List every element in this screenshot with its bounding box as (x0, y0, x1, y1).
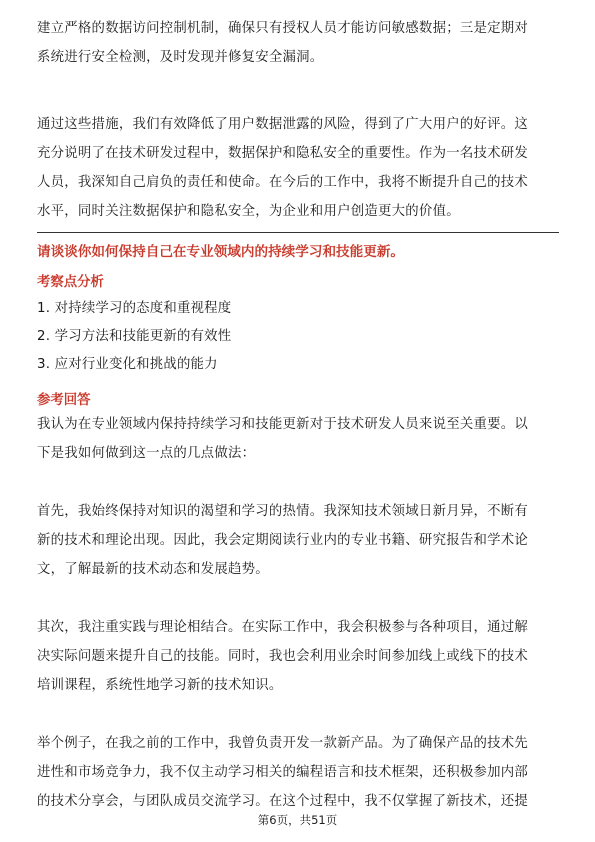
text-line: 水平，同时关注数据保护和隐私安全，为企业和用户创造更大的价值。 (37, 204, 460, 219)
answer-second-point (37, 613, 559, 700)
text-line: 充分说明了在技术研发过程中，数据保护和隐私安全的重要性。作为一名技术研发 (37, 146, 529, 161)
answer-intro (37, 410, 559, 468)
text-line: 下是我如何做到这一点的几点做法： (37, 446, 256, 461)
text-line: 首先，我始终保持对知识的渴望和学习的热情。我深知技术领域日新月异，不断有 (37, 504, 529, 519)
text-line: 其次，我注重实践与理论相结合。在实际工作中，我会积极参与各种项目，通过解 (37, 620, 529, 635)
text-line: 决实际问题来提升自己的技能。同时，我也会利用业余时间参加线上或线下的技术 (37, 649, 529, 664)
text-line: 新的技术和理论出现。因此，我会定期阅读行业内的专业书籍、研究报告和学术论 (37, 533, 529, 548)
answer-heading: 参考回答 (37, 393, 91, 408)
text-line: 进性和市场竞争力，我不仅主动学习相关的编程语言和技术框架，还积极参加内部 (37, 765, 529, 780)
text-line: 我认为在专业领域内保持持续学习和技能更新对于技术研发人员来说至关重要。以 (37, 417, 529, 432)
text-line: 的技术分享会，与团队成员交流学习。在这个过程中，我不仅掌握了新技术，还提 (37, 794, 529, 809)
interview-question: 请谈谈你如何保持自己在专业领域内的持续学习和技能更新。 (37, 244, 405, 260)
answer-first-point (37, 497, 559, 584)
text-line: 通过这些措施，我们有效降低了用户数据泄露的风险，得到了广大用户的好评。这 (37, 117, 529, 132)
paragraph-summary (37, 110, 559, 226)
page-number: 第6页，共51页 (257, 813, 338, 827)
text-line: 文，了解最新的技术动态和发展趋势。 (37, 562, 269, 577)
analysis-item: 1. 对持续学习的态度和重视程度 (37, 301, 232, 316)
analysis-heading: 考察点分析 (37, 275, 104, 290)
text-line: 培训课程，系统性地学习新的技术知识。 (37, 678, 283, 693)
text-line: 建立严格的数据访问控制机制，确保只有授权人员才能访问敏感数据；三是定期对 (37, 21, 529, 36)
section-divider (37, 232, 559, 233)
text-line: 人员，我深知自己肩负的责任和使命。在今后的工作中，我将不断提升自己的技术 (37, 175, 529, 190)
analysis-item: 2. 学习方法和技能更新的有效性 (37, 329, 232, 344)
text-line: 举个例子，在我之前的工作中，我曾负责开发一款新产品。为了确保产品的技术先 (37, 736, 529, 751)
answer-example (37, 729, 559, 816)
analysis-item: 3. 应对行业变化和挑战的能力 (37, 357, 218, 372)
paragraph-security-measures (37, 14, 559, 72)
text-line: 系统进行安全检测，及时发现并修复安全漏洞。 (37, 50, 324, 65)
